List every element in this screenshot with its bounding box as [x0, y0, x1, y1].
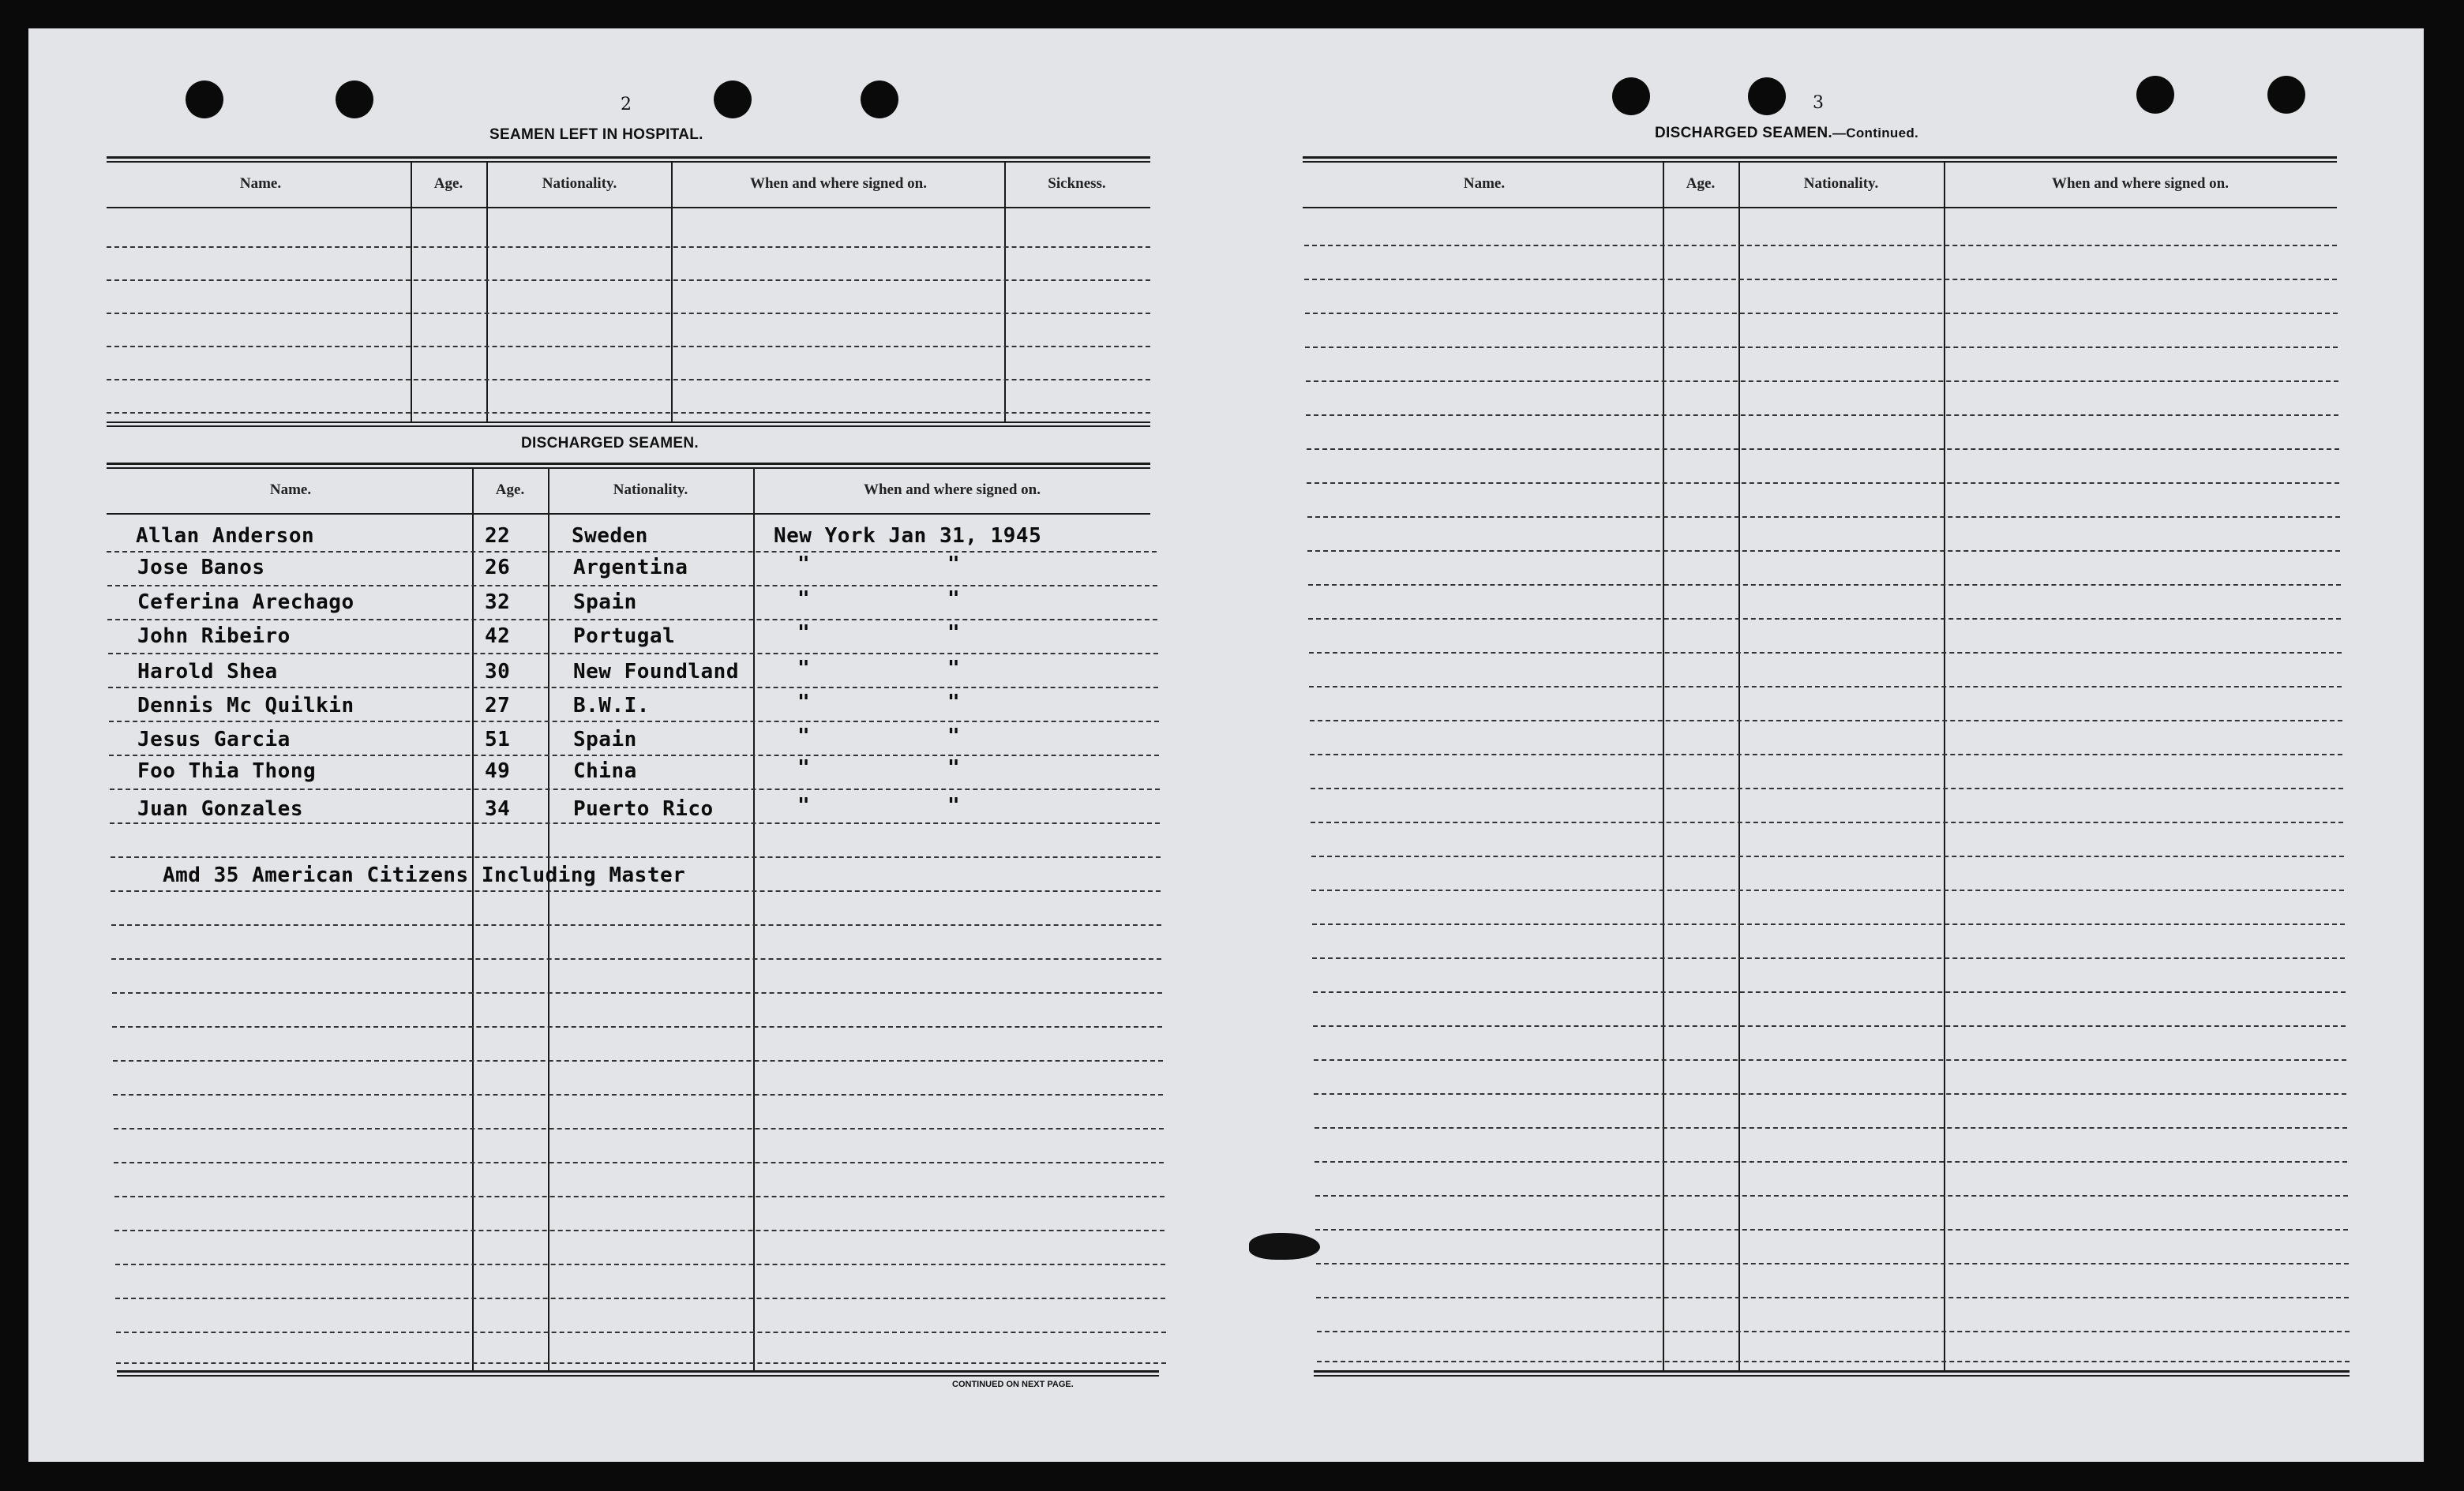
ditto-mark: " — [947, 794, 960, 818]
punch-hole — [336, 81, 373, 118]
seaman-age: 22 — [485, 524, 511, 548]
hospital-section-title: SEAMEN LEFT IN HOSPITAL. — [489, 126, 703, 143]
ditto-mark: " — [797, 756, 810, 780]
ditto-mark: " — [797, 794, 810, 818]
page-number: 3 — [1813, 93, 1824, 113]
discharged-continued-suffix: —Continued. — [1832, 125, 1919, 140]
punch-hole — [714, 81, 752, 118]
seaman-name: Foo Thia Thong — [137, 759, 317, 783]
discharged-header-nationality: Nationality. — [613, 481, 688, 498]
seaman-nationality: Spain — [573, 590, 637, 614]
seaman-name: Jose Banos — [137, 556, 265, 579]
ditto-mark: " — [797, 657, 810, 680]
ditto-mark: " — [797, 587, 810, 611]
seaman-nationality: Portugal — [573, 624, 676, 648]
discharged-continued-title — [1655, 125, 1918, 142]
hospital-header-age: Age. — [433, 175, 463, 192]
right-header-nationality: Nationality. — [1803, 175, 1879, 192]
seaman-age: 42 — [485, 624, 511, 648]
seaman-nationality: Argentina — [573, 556, 688, 579]
page-number: 2 — [621, 95, 632, 114]
discharged-header-name: Name. — [269, 481, 312, 498]
ditto-mark: " — [947, 756, 960, 780]
seaman-name: Harold Shea — [137, 660, 278, 684]
seaman-name: Dennis Mc Quilkin — [137, 694, 354, 717]
ink-smudge — [1249, 1233, 1320, 1260]
seaman-signed-on: New York Jan 31, 1945 — [774, 524, 1042, 548]
seaman-name: Ceferina Arechago — [137, 590, 354, 614]
punch-hole — [1748, 77, 1786, 115]
seaman-nationality: Spain — [573, 728, 637, 751]
continued-footer: CONTINUED ON NEXT PAGE. — [952, 1380, 1074, 1389]
punch-hole — [1612, 77, 1650, 115]
discharged-continued-title-main: DISCHARGED SEAMEN. — [1655, 125, 1832, 141]
seaman-name: Jesus Garcia — [137, 728, 291, 751]
seaman-nationality: China — [573, 759, 637, 783]
ditto-mark: " — [947, 657, 960, 680]
right-header-age: Age. — [1686, 175, 1716, 192]
discharged-header-signed-on: When and where signed on. — [863, 481, 1041, 498]
seaman-age: 27 — [485, 694, 511, 717]
seaman-nationality: New Foundland — [573, 660, 739, 684]
seaman-age: 26 — [485, 556, 511, 579]
hospital-header-signed-on: When and where signed on. — [749, 175, 927, 192]
punch-hole — [2136, 76, 2174, 114]
ditto-mark: " — [797, 553, 810, 576]
form-sheet — [28, 28, 2424, 1462]
ditto-mark: " — [797, 725, 810, 748]
seaman-nationality: Sweden — [572, 524, 648, 548]
discharged-section-title: DISCHARGED SEAMEN. — [521, 435, 699, 451]
seaman-nationality: B.W.I. — [573, 694, 650, 717]
seaman-age: 34 — [485, 797, 511, 821]
ditto-mark: " — [947, 725, 960, 748]
punch-hole — [861, 81, 898, 118]
crew-note: Amd 35 American Citizens Including Master — [163, 864, 686, 887]
seaman-age: 32 — [485, 590, 511, 614]
hospital-header-sickness: Sickness. — [1048, 175, 1106, 192]
seaman-name: Juan Gonzales — [137, 797, 303, 821]
punch-hole — [186, 81, 223, 118]
right-header-name: Name. — [1463, 175, 1506, 192]
right-header-signed-on: When and where signed on. — [2051, 175, 2229, 192]
seaman-nationality: Puerto Rico — [573, 797, 714, 821]
seaman-name: Allan Anderson — [136, 524, 315, 548]
seaman-age: 30 — [485, 660, 511, 684]
seaman-name: John Ribeiro — [137, 624, 291, 648]
ditto-mark: " — [947, 587, 960, 611]
ditto-mark: " — [947, 691, 960, 714]
hospital-header-nationality: Nationality. — [542, 175, 617, 192]
discharged-header-age: Age. — [495, 481, 525, 498]
ditto-mark: " — [947, 621, 960, 645]
ditto-mark: " — [797, 621, 810, 645]
seaman-age: 51 — [485, 728, 511, 751]
seaman-age: 49 — [485, 759, 511, 783]
ditto-mark: " — [797, 691, 810, 714]
hospital-header-name: Name. — [239, 175, 282, 192]
punch-hole — [2267, 76, 2305, 114]
ditto-mark: " — [947, 553, 960, 576]
